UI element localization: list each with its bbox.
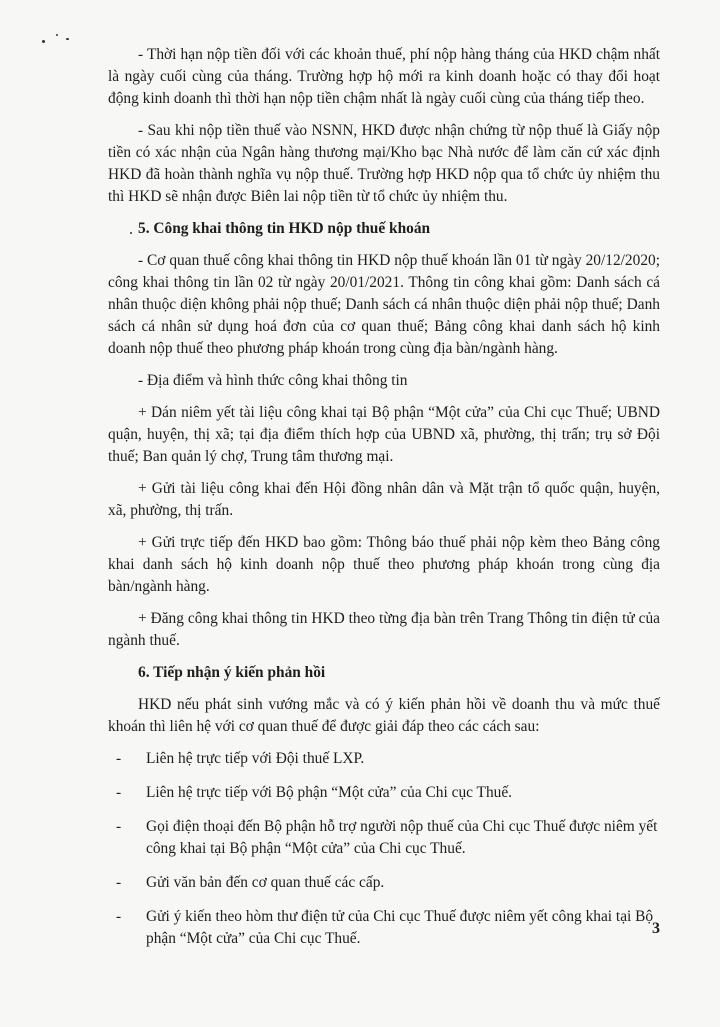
- section-heading-6: 6. Tiếp nhận ý kiến phản hồi: [138, 664, 326, 681]
- list-item-text: Gửi ý kiến theo hòm thư điện tử của Chi cục Thuế được niêm yết công khai tại Bộ phận “Một cửa” của Chi cục Thuế.: [146, 908, 654, 947]
- scan-speck: [66, 38, 69, 40]
- paragraph-website: + Đăng công khai thông tin HKD theo từng địa bàn trên Trang Thông tin điện tử của ngành thuế.: [108, 610, 660, 649]
- paragraph-send-council: + Gửi tài liệu công khai đến Hội đồng nhân dân và Mặt trận tổ quốc quận, huyện, xã, phường, thị trấn.: [108, 480, 660, 519]
- bullet-dash: -: [116, 784, 122, 801]
- list-item: [116, 816, 660, 860]
- list-item: [116, 906, 660, 950]
- scan-speck: [42, 40, 45, 43]
- page-number: 3: [652, 920, 660, 937]
- list-item: [116, 782, 660, 804]
- bullet-dash: -: [116, 908, 122, 925]
- list-item-text: Gọi điện thoại đến Bộ phận hỗ trợ người nộp thuế của Chi cục Thuế được niêm yết công khai tại Bộ phận “Một cửa” của Chi cục Thuế.: [146, 818, 658, 857]
- list-item-text: Liên hệ trực tiếp với Bộ phận “Một cửa” của Chi cục Thuế.: [146, 784, 513, 801]
- section-heading-5: 5. Công khai thông tin HKD nộp thuế khoán: [138, 220, 431, 237]
- bullet-dash: -: [116, 818, 122, 835]
- document-body: [108, 44, 660, 962]
- paragraph-send-hkd: + Gửi trực tiếp đến HKD bao gồm: Thông báo thuế phải nộp kèm theo Bảng công khai danh sách hộ kinh doanh nộp thuế theo phương pháp khoán trong cùng địa bàn/ngành hàng.: [108, 534, 660, 595]
- paragraph-payment-receipt: - Sau khi nộp tiền thuế vào NSNN, HKD được nhận chứng từ nộp thuế là Giấy nộp tiền có xác nhận của Ngân hàng thương mại/Kho bạc Nhà nước để làm căn cứ xác định HKD đã hoàn thành nghĩa vụ nộp thuế. Trường hợp HKD nộp qua tổ chức ủy nhiệm thu thì HKD sẽ nhận được Biên lai nộp tiền từ tổ chức ủy nhiệm thu.: [108, 122, 660, 205]
- list-item-text: Liên hệ trực tiếp với Đội thuế LXP.: [146, 750, 365, 767]
- list-item: [116, 748, 660, 770]
- paragraph-payment-deadline: - Thời hạn nộp tiền đối với các khoản thuế, phí nộp hàng tháng của HKD chậm nhất là ngày cuối cùng của tháng. Trường hợp hộ mới ra kinh doanh hoặc có thay đổi hoạt động kinh doanh thì thời hạn nộp tiền chậm nhất là ngày cuối cùng của tháng tiếp theo.: [108, 46, 660, 107]
- scan-speck: [56, 34, 58, 36]
- paragraph-disclosure-location: - Địa điểm và hình thức công khai thông tin: [138, 372, 408, 389]
- paragraph-feedback-intro: HKD nếu phát sinh vướng mắc và có ý kiến phản hồi về doanh thu và mức thuế khoán thì liên hệ với cơ quan thuế để được giải đáp theo các cách sau:: [108, 696, 660, 735]
- paragraph-posting: + Dán niêm yết tài liệu công khai tại Bộ phận “Một cửa” của Chi cục Thuế; UBND quận, huyện, thị xã; tại địa điểm thích hợp của UBND xã, phường, thị trấn; trụ sở Đội thuế; Ban quản lý chợ, Trung tâm thương mại.: [108, 404, 660, 465]
- paragraph-public-disclosure: - Cơ quan thuế công khai thông tin HKD nộp thuế khoán lần 01 từ ngày 20/12/2020; công khai thông tin lần 02 từ ngày 20/01/2021. Thông tin công khai gồm: Danh sách cá nhân thuộc diện không phải nộp thuế; Danh sách cá nhân thuộc diện phải nộp thuế; Danh sách cá nhân sử dụng hoá đơn của cơ quan thuế; Bảng công khai danh sách hộ kinh doanh nộp thuế theo phương pháp khoán trong cùng địa bàn/ngành hàng.: [108, 252, 660, 357]
- bullet-dash: -: [116, 874, 122, 891]
- list-item: [116, 872, 660, 894]
- bullet-dash: -: [116, 750, 122, 767]
- list-item-text: Gửi văn bản đến cơ quan thuế các cấp.: [146, 874, 385, 891]
